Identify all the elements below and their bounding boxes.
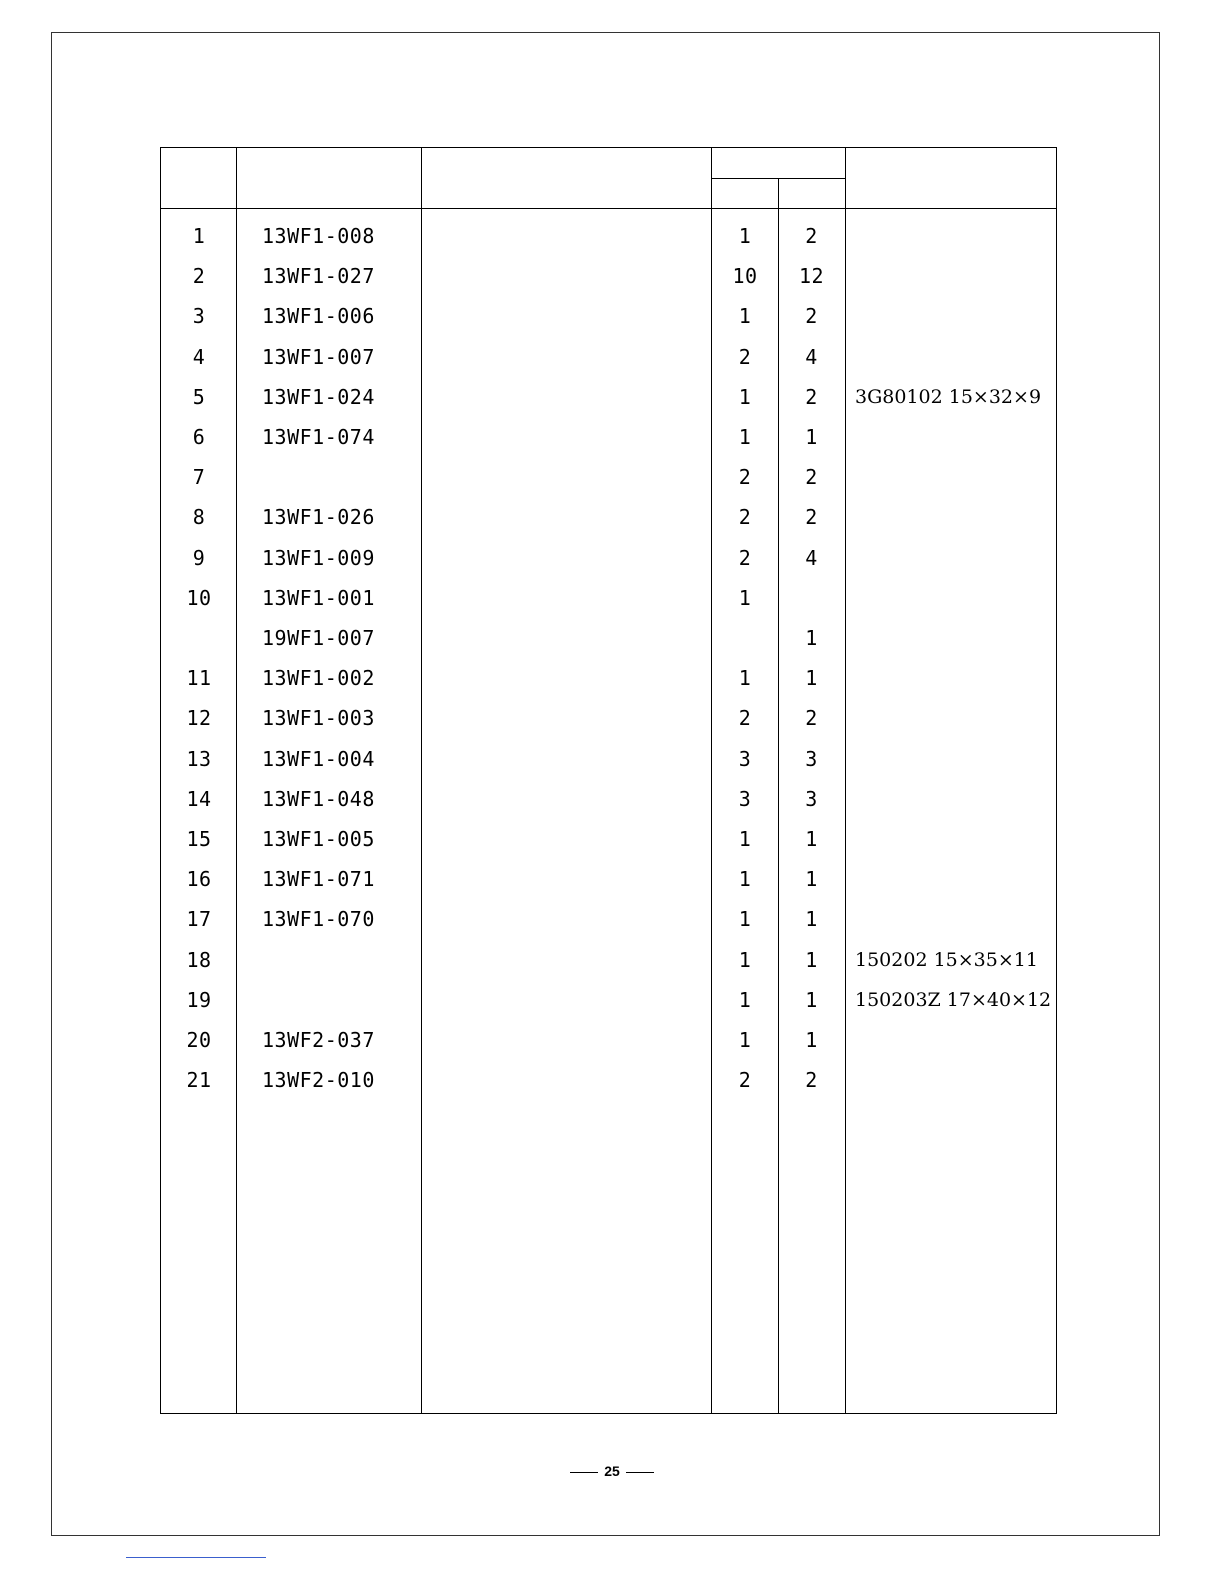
quantity-b: 2: [805, 224, 818, 248]
quantity-a: 1: [738, 948, 752, 972]
row-number: 6: [192, 425, 206, 449]
row-number: 16: [186, 867, 212, 891]
quantity-b: 3: [805, 787, 818, 811]
quantity-b: 1: [805, 425, 818, 449]
part-code: 13WF2-010: [262, 1068, 375, 1092]
footer-dash-left: [570, 1472, 598, 1473]
remark: [855, 296, 1065, 336]
quantity-a: 1: [738, 224, 752, 248]
quantity-a: 1: [738, 425, 752, 449]
remark: [855, 899, 1065, 939]
quantity-b: 1: [805, 907, 818, 931]
quantity-a: 3: [738, 787, 752, 811]
row-number: 5: [192, 385, 206, 409]
quantity-a: 1: [738, 385, 752, 409]
quantity-a: 2: [738, 505, 752, 529]
row-number: 12: [186, 706, 212, 730]
quantity-a: 10: [732, 264, 758, 288]
part-code: 13WF1-009: [262, 546, 375, 570]
part-code: 13WF1-003: [262, 706, 375, 730]
quantity-a: [712, 618, 778, 658]
remark: [855, 578, 1065, 618]
part-code: [262, 940, 422, 980]
part-code: 13WF1-071: [262, 867, 375, 891]
remark: [855, 859, 1065, 899]
row-number: [161, 618, 237, 658]
quantity-b: 3: [805, 747, 818, 771]
quantity-b: 1: [805, 827, 818, 851]
remark: 150202 15×35×11: [855, 949, 1038, 971]
quantity-b: 2: [805, 465, 818, 489]
row-number: 10: [186, 586, 212, 610]
row-number: 14: [186, 787, 212, 811]
page-footer: [0, 1461, 1224, 1481]
part-code: 13WF1-001: [262, 586, 375, 610]
quantity-a: 2: [738, 345, 752, 369]
part-code: 13WF1-007: [262, 345, 375, 369]
header-quantity-split-rule: [711, 178, 845, 179]
remark: 3G80102 15×32×9: [855, 386, 1042, 408]
row-number: 9: [192, 546, 206, 570]
part-code: 13WF1-048: [262, 787, 375, 811]
quantity-a: 1: [738, 666, 752, 690]
part-code: 13WF1-004: [262, 747, 375, 771]
remark: [855, 698, 1065, 738]
remark: [855, 1060, 1065, 1100]
remark: [855, 417, 1065, 457]
part-code: 13WF1-008: [262, 224, 375, 248]
remark: [855, 658, 1065, 698]
quantity-b: 1: [805, 666, 818, 690]
quantity-b: 2: [805, 304, 818, 328]
remark: [855, 739, 1065, 779]
remark: [855, 779, 1065, 819]
part-code: 13WF1-024: [262, 385, 375, 409]
part-code: 13WF1-070: [262, 907, 375, 931]
quantity-b: 1: [805, 1028, 818, 1052]
row-number: 15: [186, 827, 212, 851]
remark: [855, 216, 1065, 256]
row-number: 19: [186, 988, 212, 1012]
part-code: 13WF1-074: [262, 425, 375, 449]
row-number: 21: [186, 1068, 212, 1092]
parts-table: [160, 147, 1057, 1414]
remark: [855, 256, 1065, 296]
remark: [855, 1020, 1065, 1060]
row-number: 17: [186, 907, 212, 931]
page-number: 25: [604, 1463, 620, 1479]
quantity-b: 1: [805, 948, 818, 972]
row-number: 13: [186, 747, 212, 771]
quantity-a: 2: [738, 546, 752, 570]
row-number: 4: [192, 345, 206, 369]
row-number: 2: [192, 264, 206, 288]
quantity-b: 2: [805, 706, 818, 730]
quantity-a: 1: [738, 907, 752, 931]
row-number: 3: [192, 304, 206, 328]
remark: [855, 538, 1065, 578]
part-code: 13WF1-005: [262, 827, 375, 851]
column-rule-quantity: [845, 148, 846, 1413]
part-code: 19WF1-007: [262, 626, 375, 650]
quantity-b: 2: [805, 385, 818, 409]
footer-underline: [126, 1557, 266, 1558]
quantity-a: 1: [738, 867, 752, 891]
row-number: 7: [192, 465, 206, 489]
remark: [855, 618, 1065, 658]
quantity-a: 2: [738, 465, 752, 489]
part-code: 13WF1-006: [262, 304, 375, 328]
part-code: [262, 980, 422, 1020]
quantity-b: [778, 578, 845, 618]
part-code: 13WF1-027: [262, 264, 375, 288]
header-bottom-rule: [161, 208, 1056, 209]
row-number: 20: [186, 1028, 212, 1052]
remark: [855, 337, 1065, 377]
quantity-a: 2: [738, 706, 752, 730]
quantity-b: 1: [805, 626, 818, 650]
footer-dash-right: [626, 1472, 654, 1473]
row-number: 1: [192, 224, 206, 248]
quantity-a: 1: [738, 304, 752, 328]
remark: [855, 819, 1065, 859]
part-code: 13WF1-026: [262, 505, 375, 529]
quantity-a: 1: [738, 1028, 752, 1052]
remark: 150203Z 17×40×12: [855, 989, 1052, 1011]
quantity-b: 12: [798, 264, 825, 288]
row-number: 8: [192, 505, 206, 529]
quantity-b: 4: [805, 546, 818, 570]
quantity-b: 2: [805, 505, 818, 529]
part-code: 13WF1-002: [262, 666, 375, 690]
quantity-a: 2: [738, 1068, 752, 1092]
remark: [855, 497, 1065, 537]
row-number: 11: [186, 666, 212, 690]
quantity-b: 1: [805, 988, 818, 1012]
quantity-a: 1: [738, 827, 752, 851]
quantity-b: 1: [805, 867, 818, 891]
quantity-a: 1: [738, 586, 752, 610]
quantity-a: 1: [738, 988, 752, 1012]
remark: [855, 457, 1065, 497]
quantity-b: 4: [805, 345, 818, 369]
row-number: 18: [186, 948, 212, 972]
part-code: 13WF2-037: [262, 1028, 375, 1052]
part-code: [262, 457, 422, 497]
quantity-b: 2: [805, 1068, 818, 1092]
quantity-a: 3: [738, 747, 752, 771]
